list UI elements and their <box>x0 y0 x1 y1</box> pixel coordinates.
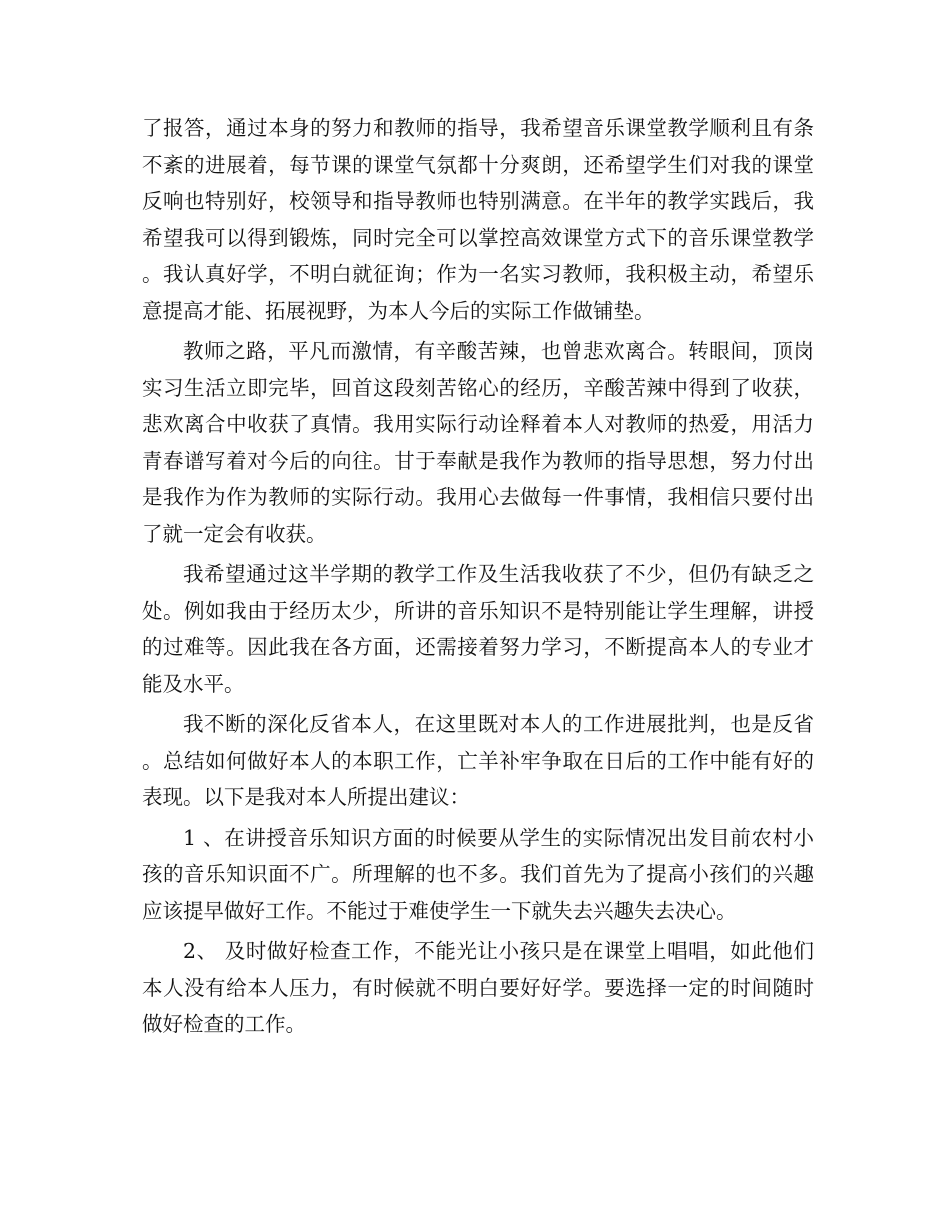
paragraph-4: 我不断的深化反省本人，在这里既对本人的工作进展批判，也是反省。总结如何做好本人的本职工作，亡羊补牢争取在日后的工作中能有好的表现。以下是我对本人所提出建议： <box>142 712 814 809</box>
paragraph-6-suggestion-2: 2、 及时做好检查工作，不能光让小孩只是在课堂上唱唱，如此他们本人没有给本人压力，有时候就不明白要好好学。要选择一定的时间随时做好检查的工作。 <box>142 939 814 1036</box>
paragraph-3: 我希望通过这半学期的教学工作及生活我收获了不少，但仍有缺乏之处。例如我由于经历太少，所讲的音乐知识不是特别能让学生理解，讲授的过难等。因此我在各方面，还需接着努力学习，不断提高本人的专业才能及水平。 <box>142 562 814 696</box>
document-body <box>142 110 814 1047</box>
paragraph-1: 了报答，通过本身的努力和教师的指导，我希望音乐课堂教学顺利且有条不紊的进展着，每节课的课堂气氛都十分爽朗，还希望学生们对我的课堂反响也特别好，校领导和指导教师也特别满意。在半年的教学实践后，我希望我可以得到锻炼，同时完全可以掌控高效课堂方式下的音乐课堂教学。我认真好学，不明白就征询；作为一名实习教师，我积极主动，希望乐意提高才能、拓展视野，为本人今后的实际工作做铺垫。 <box>142 116 814 323</box>
paragraph-2: 教师之路，平凡而激情，有辛酸苦辣，也曾悲欢离合。转眼间，顶岗实习生活立即完毕，回首这段刻苦铭心的经历，辛酸苦辣中得到了收获，悲欢离合中收获了真情。我用实际行动诠释着本人对教师的热爱，用活力青春谱写着对今后的向往。甘于奉献是我作为教师的指导思想，努力付出是我作为作为教师的实际行动。我用心去做每一件事情，我相信只要付出了就一定会有收获。 <box>142 339 814 546</box>
paragraph-5-suggestion-1: 1 、在讲授音乐知识方面的时候要从学生的实际情况出发目前农村小孩的音乐知识面不广。所理解的也不多。我们首先为了提高小孩们的兴趣应该提早做好工作。不能过于难使学生一下就失去兴趣失去决心。 <box>142 825 814 923</box>
